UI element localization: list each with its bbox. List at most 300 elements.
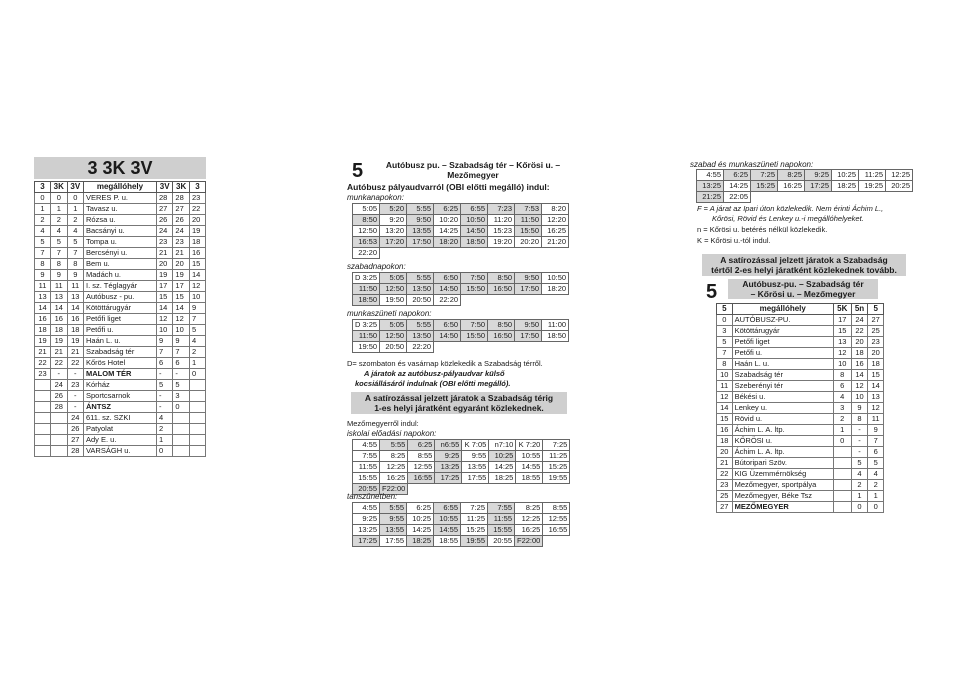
stop-name-cell: Rózsa u. xyxy=(83,215,156,226)
minute-cell: 15 xyxy=(173,292,190,303)
stops-header-cell: megállóhely xyxy=(732,304,833,315)
table-row xyxy=(35,237,206,248)
minute-cell: 13 xyxy=(67,292,83,303)
minute-cell: 16 xyxy=(51,314,68,325)
departure-time-cell xyxy=(751,192,778,203)
table-row xyxy=(353,462,570,473)
minute-cell: 24 xyxy=(851,315,868,326)
departure-time-cell: 10:55 xyxy=(434,514,461,525)
table-row xyxy=(717,348,884,359)
shading-banner-1 xyxy=(351,392,567,414)
minute-cell: 24 xyxy=(173,226,190,237)
minute-cell xyxy=(173,446,190,457)
minute-cell: 19 xyxy=(173,270,190,281)
minute-cell: 27 xyxy=(156,204,172,215)
minute-cell: 8 xyxy=(51,259,68,270)
departure-time-cell: 17:25 xyxy=(353,536,380,547)
table-row xyxy=(353,342,569,353)
departure-time-cell: 19:25 xyxy=(859,181,886,192)
stops-header-cell: 5 xyxy=(868,304,884,315)
minute-cell: 15 xyxy=(833,326,851,337)
departure-time-cell: 11:50 xyxy=(515,215,542,226)
table-row xyxy=(717,337,884,348)
stop-name-cell: Mezőmegyer, sportpálya xyxy=(732,480,833,491)
minute-cell: 8 xyxy=(851,414,868,425)
table-row xyxy=(35,435,206,446)
departure-time-cell: n6:55 xyxy=(435,440,462,451)
legend-f-line2: Kőrösi, Rövid és Lenkey u.-i megállóhelyeket. xyxy=(712,214,864,223)
minute-cell: 13 xyxy=(868,392,884,403)
note-d: D= szombaton és vasárnap közlekedik a Szabadság térről. xyxy=(347,359,543,368)
minute-cell: 5 xyxy=(35,237,51,248)
table-row xyxy=(353,536,570,547)
minute-cell: 5 xyxy=(868,458,884,469)
minute-cell: 0 xyxy=(35,193,51,204)
minute-cell: 26 xyxy=(156,215,172,226)
minute-cell: 3 xyxy=(833,403,851,414)
minute-cell: 7 xyxy=(173,347,190,358)
departure-time-cell: 13:20 xyxy=(380,226,407,237)
minute-cell xyxy=(35,424,51,435)
table-row xyxy=(717,381,884,392)
departure-time-cell: 9:25 xyxy=(805,170,832,181)
sat-hol-grid xyxy=(696,169,913,203)
minute-cell: 23 xyxy=(67,380,83,391)
departure-time-cell: 20:25 xyxy=(886,181,913,192)
stop-name-cell: Bútoripari Szöv. xyxy=(732,458,833,469)
departure-time-cell xyxy=(832,192,859,203)
minute-cell: 1 xyxy=(189,358,205,369)
departure-time-cell xyxy=(543,536,570,547)
minute-cell: 8 xyxy=(717,359,733,370)
minute-cell: 2 xyxy=(67,215,83,226)
table-row xyxy=(717,425,884,436)
table-row xyxy=(35,391,206,402)
departure-time-cell: 9:50 xyxy=(407,215,434,226)
note-italic-line1: A járatok az autóbusz-pályaudvar külső xyxy=(364,369,505,378)
departure-time-cell: 4:55 xyxy=(353,503,380,514)
minute-cell: 20 xyxy=(868,348,884,359)
departure-time-cell: 7:55 xyxy=(353,451,380,462)
minute-cell: 10 xyxy=(833,359,851,370)
minute-cell: 11 xyxy=(868,414,884,425)
stop-name-cell: Tompa u. xyxy=(83,237,156,248)
stop-name-cell: I. sz. Téglagyár xyxy=(83,281,156,292)
table-row xyxy=(35,303,206,314)
route3-header-cell: 3K xyxy=(173,182,190,193)
minute-cell: 6 xyxy=(868,447,884,458)
legend-k: K = Kőrösi u.-tól indul. xyxy=(697,236,771,245)
departure-time-cell: 21:25 xyxy=(697,192,724,203)
minute-cell: 0 xyxy=(189,369,205,380)
minute-cell: 10 xyxy=(717,370,733,381)
departure-time-cell: 13:50 xyxy=(407,331,434,342)
departure-time-cell: 17:50 xyxy=(515,331,542,342)
departure-time-cell: 13:50 xyxy=(407,284,434,295)
departure-time-cell: 16:25 xyxy=(778,181,805,192)
departure-time-cell: 4:55 xyxy=(353,440,380,451)
departure-time-cell xyxy=(408,484,435,495)
departure-time-cell: 7:25 xyxy=(543,440,570,451)
minute-cell: 9 xyxy=(156,336,172,347)
table-row xyxy=(353,320,569,331)
minute-cell xyxy=(35,446,51,457)
departure-time-cell: 16:25 xyxy=(380,473,408,484)
departure-time-cell: 8:55 xyxy=(543,503,570,514)
table-row xyxy=(717,403,884,414)
minute-cell: 19 xyxy=(189,226,205,237)
departure-time-cell xyxy=(516,484,543,495)
table-row xyxy=(35,193,206,204)
minute-cell: 22 xyxy=(35,358,51,369)
minute-cell: - xyxy=(51,369,68,380)
minute-cell xyxy=(173,435,190,446)
departure-time-cell: 16:55 xyxy=(408,473,435,484)
stop-name-cell: Szabadság tér xyxy=(732,370,833,381)
minute-cell: 4 xyxy=(189,336,205,347)
departure-time-cell xyxy=(488,342,515,353)
table-row xyxy=(35,292,206,303)
minute-cell: 1 xyxy=(851,491,868,502)
minute-cell: 11 xyxy=(67,281,83,292)
route3-body xyxy=(35,193,206,457)
minute-cell: 14 xyxy=(189,270,205,281)
minute-cell: 4 xyxy=(868,469,884,480)
minute-cell: 14 xyxy=(51,303,68,314)
minute-cell: 21 xyxy=(717,458,733,469)
workdays-label: munkanapokon: xyxy=(347,193,404,202)
minute-cell: 19 xyxy=(35,336,51,347)
stop-name-cell: Autóbusz - pu. xyxy=(83,292,156,303)
departure-time-cell: 5:05 xyxy=(380,273,407,284)
departure-time-cell: 11:25 xyxy=(461,514,488,525)
minute-cell: 1 xyxy=(868,491,884,502)
departure-time-cell: 12:20 xyxy=(542,215,569,226)
minute-cell xyxy=(189,424,205,435)
minute-cell: 20 xyxy=(173,259,190,270)
minute-cell: 3 xyxy=(717,326,733,337)
minute-cell: 11 xyxy=(51,281,68,292)
minute-cell: 24 xyxy=(67,413,83,424)
holiday-grid xyxy=(352,319,569,353)
workdays-grid xyxy=(352,203,569,259)
table-row xyxy=(717,469,884,480)
departure-time-cell: 11:25 xyxy=(859,170,886,181)
minute-cell: 12 xyxy=(156,314,172,325)
departure-time-cell xyxy=(462,484,489,495)
departure-time-cell xyxy=(515,342,542,353)
departure-time-cell: 16:50 xyxy=(488,331,515,342)
minute-cell: 20 xyxy=(717,447,733,458)
route3-header-cell: 3V xyxy=(67,182,83,193)
departure-time-cell xyxy=(805,192,832,203)
minute-cell: 9 xyxy=(51,270,68,281)
departure-time-cell: 6:25 xyxy=(434,204,461,215)
minute-cell: - xyxy=(156,402,172,413)
departure-time-cell: 18:55 xyxy=(434,536,461,547)
departure-time-cell: 18:25 xyxy=(489,473,516,484)
minute-cell: 5 xyxy=(173,380,190,391)
departure-time-cell: 18:50 xyxy=(353,295,380,306)
table-row xyxy=(717,370,884,381)
minute-cell: 16 xyxy=(67,314,83,325)
table-row xyxy=(717,392,884,403)
route3-header-cell: 3V xyxy=(156,182,172,193)
departure-time-cell: 11:25 xyxy=(543,451,570,462)
departure-time-cell: D 3:25 xyxy=(353,273,380,284)
minute-cell: 18 xyxy=(35,325,51,336)
stop-name-cell: Tavasz u. xyxy=(83,204,156,215)
minute-cell: 1 xyxy=(156,435,172,446)
departure-time-cell: 16:55 xyxy=(543,525,570,536)
departure-time-cell: 18:25 xyxy=(407,536,434,547)
stop-name-cell: Ady E. u. xyxy=(83,435,156,446)
stops-header-cell: 5n xyxy=(851,304,868,315)
departure-time-cell: 12:55 xyxy=(543,514,570,525)
minute-cell: 10 xyxy=(189,292,205,303)
stop-name-cell: Lenkey u. xyxy=(732,403,833,414)
departure-time-cell: 22:20 xyxy=(407,342,434,353)
banner2-line2: tértől 2-es helyi járatként közlekednek tovább. xyxy=(711,265,897,275)
table-row xyxy=(35,380,206,391)
table-row xyxy=(35,259,206,270)
departure-time-cell: 22:20 xyxy=(434,295,461,306)
stop-name-cell: Haán L. u. xyxy=(732,359,833,370)
departure-time-cell: 12:50 xyxy=(353,226,380,237)
minute-cell: 12 xyxy=(717,392,733,403)
minute-cell: 24 xyxy=(156,226,172,237)
stop-name-cell: MEZŐMEGYER xyxy=(732,502,833,513)
table-row xyxy=(353,204,569,215)
departure-time-cell: 13:25 xyxy=(435,462,462,473)
stop-name-cell: Bacsányi u. xyxy=(83,226,156,237)
table-row xyxy=(35,413,206,424)
minute-cell: 1 xyxy=(35,204,51,215)
departure-time-cell: 17:25 xyxy=(805,181,832,192)
table-row xyxy=(717,447,884,458)
table-row xyxy=(353,331,569,342)
route5-title-line2: Mezőmegyer xyxy=(447,170,499,180)
route5-number: 5 xyxy=(352,160,364,182)
departure-time-cell: 11:20 xyxy=(488,215,515,226)
minute-cell: - xyxy=(67,402,83,413)
minute-cell: 9 xyxy=(868,425,884,436)
minute-cell: 19 xyxy=(67,336,83,347)
departure-time-cell: 7:55 xyxy=(488,503,515,514)
table-row xyxy=(35,369,206,380)
minute-cell: 27 xyxy=(173,204,190,215)
minute-cell: 26 xyxy=(173,215,190,226)
stops-header-cell: 5 xyxy=(717,304,733,315)
departure-time-cell: 14:50 xyxy=(434,284,461,295)
stop-name-cell: Kötöttárugyár xyxy=(83,303,156,314)
table-row xyxy=(697,192,913,203)
departure-time-cell: 5:55 xyxy=(380,440,408,451)
table-row xyxy=(353,226,569,237)
school-grid xyxy=(352,439,570,495)
route3-header-cell: 3K xyxy=(51,182,68,193)
banner1-line2: 1-es helyi járatként egyaránt közlekednek. xyxy=(374,403,544,413)
minute-cell: 4 xyxy=(35,226,51,237)
departure-time-cell: 13:55 xyxy=(380,525,407,536)
departure-time-cell: 10:55 xyxy=(516,451,543,462)
minute-cell: 7 xyxy=(868,436,884,447)
minute-cell: 5 xyxy=(717,337,733,348)
minute-cell: 16 xyxy=(35,314,51,325)
stop-name-cell: Petőfi u. xyxy=(732,348,833,359)
departure-time-cell xyxy=(859,192,886,203)
minute-cell xyxy=(189,380,205,391)
minute-cell: 3 xyxy=(173,391,190,402)
table-row xyxy=(717,458,884,469)
departure-time-cell: 15:50 xyxy=(461,284,488,295)
minute-cell xyxy=(833,480,851,491)
departure-time-cell: 7:23 xyxy=(488,204,515,215)
minute-cell: 8 xyxy=(833,370,851,381)
departure-time-cell: 5:05 xyxy=(353,204,380,215)
note-italic-line2: kocsiállásáról indulnak (OBI előtti megálló). xyxy=(355,379,511,388)
minute-cell xyxy=(51,435,68,446)
departure-time-cell: 15:25 xyxy=(461,525,488,536)
minute-cell: 24 xyxy=(51,380,68,391)
departure-time-cell: 21:20 xyxy=(542,237,569,248)
departure-time-cell: 15:25 xyxy=(543,462,570,473)
minute-cell xyxy=(189,446,205,457)
departure-time-cell: 14:25 xyxy=(489,462,516,473)
table-row xyxy=(697,170,913,181)
minute-cell: - xyxy=(67,391,83,402)
departure-time-cell: 6:25 xyxy=(724,170,751,181)
minute-cell: 2 xyxy=(833,414,851,425)
mezo-heading: Mezőmegyerről indul: xyxy=(347,419,419,428)
minute-cell: - xyxy=(156,369,172,380)
departure-time-cell: 8:50 xyxy=(353,215,380,226)
minute-cell: 9 xyxy=(851,403,868,414)
legend-n: n = Kőrösi u. betérés nélkül közlekedik. xyxy=(697,225,828,234)
departure-time-cell: 14:25 xyxy=(434,226,461,237)
minute-cell: 4 xyxy=(833,392,851,403)
stop-name-cell: Madách u. xyxy=(83,270,156,281)
departure-time-cell xyxy=(435,484,462,495)
departure-time-cell: 10:50 xyxy=(461,215,488,226)
route3-table xyxy=(34,181,206,457)
minute-cell: 4 xyxy=(851,469,868,480)
minute-cell: 12 xyxy=(173,314,190,325)
departure-time-cell xyxy=(542,295,569,306)
departure-time-cell: 10:20 xyxy=(434,215,461,226)
table-row xyxy=(717,491,884,502)
stop-name-cell: VERES P. u. xyxy=(83,193,156,204)
stop-name-cell: Haán L. u. xyxy=(83,336,156,347)
departure-time-cell xyxy=(461,295,488,306)
departure-time-cell: 12:50 xyxy=(380,331,407,342)
minute-cell: 7 xyxy=(35,248,51,259)
minute-cell: 22 xyxy=(189,204,205,215)
minute-cell: 9 xyxy=(173,336,190,347)
departure-time-cell: 7:25 xyxy=(461,503,488,514)
table-row xyxy=(717,315,884,326)
departure-time-cell: 7:25 xyxy=(751,170,778,181)
departure-time-cell: 8:50 xyxy=(488,273,515,284)
table-row xyxy=(35,402,206,413)
departure-time-cell: 12:25 xyxy=(886,170,913,181)
stops-header-row xyxy=(717,304,884,315)
table-row xyxy=(717,414,884,425)
stops-title-box xyxy=(728,279,878,299)
break-label: tanszünetben: xyxy=(347,492,398,501)
stop-name-cell: KIG Üzemmérnökség xyxy=(732,469,833,480)
departure-time-cell: 17:50 xyxy=(407,237,434,248)
departure-time-cell: 12:50 xyxy=(380,284,407,295)
minute-cell: 5 xyxy=(67,237,83,248)
stop-name-cell: Áchim L. A. ltp. xyxy=(732,447,833,458)
departure-time-cell: 16:50 xyxy=(488,284,515,295)
minute-cell: 23 xyxy=(717,480,733,491)
minute-cell: 15 xyxy=(156,292,172,303)
departure-time-cell: 18:50 xyxy=(461,237,488,248)
departure-time-cell: 11:55 xyxy=(488,514,515,525)
departure-time-cell: 16:25 xyxy=(515,525,543,536)
table-row xyxy=(353,248,569,259)
departure-time-cell xyxy=(488,295,515,306)
minute-cell: 10 xyxy=(851,392,868,403)
departure-time-cell: n7:10 xyxy=(489,440,516,451)
minute-cell: 10 xyxy=(156,325,172,336)
departure-time-cell: 9:55 xyxy=(462,451,489,462)
minute-cell: 21 xyxy=(35,347,51,358)
departure-time-cell: 17:50 xyxy=(515,284,542,295)
departure-time-cell xyxy=(542,248,569,259)
stop-name-cell: ÁNTSZ xyxy=(83,402,156,413)
table-row xyxy=(35,226,206,237)
minute-cell xyxy=(189,402,205,413)
departure-time-cell: 11:50 xyxy=(353,331,380,342)
minute-cell: 28 xyxy=(51,402,68,413)
departure-time-cell: 20:20 xyxy=(515,237,542,248)
minute-cell: 11 xyxy=(717,381,733,392)
departure-time-cell xyxy=(489,484,516,495)
stop-name-cell: Szeberényi tér xyxy=(732,381,833,392)
minute-cell: 18 xyxy=(851,348,868,359)
minute-cell xyxy=(833,458,851,469)
minute-cell: - xyxy=(851,436,868,447)
minute-cell: 14 xyxy=(156,303,172,314)
departure-time-cell xyxy=(461,342,488,353)
minute-cell: 5 xyxy=(851,458,868,469)
minute-cell: 1 xyxy=(833,425,851,436)
break-grid xyxy=(352,502,570,547)
route3-header-row xyxy=(35,182,206,193)
minute-cell: 17 xyxy=(156,281,172,292)
minute-cell: 7 xyxy=(51,248,68,259)
stop-name-cell: Kőrös Hotel xyxy=(83,358,156,369)
departure-time-cell: 18:25 xyxy=(832,181,859,192)
departure-time-cell: 12:25 xyxy=(515,514,543,525)
minute-cell: 2 xyxy=(851,480,868,491)
minute-cell: 23 xyxy=(189,193,205,204)
stop-name-cell: Kötöttárugyár xyxy=(732,326,833,337)
minute-cell: 26 xyxy=(51,391,68,402)
minute-cell: 0 xyxy=(833,436,851,447)
departure-time-cell: 10:25 xyxy=(489,451,516,462)
minute-cell: - xyxy=(67,369,83,380)
minute-cell: 20 xyxy=(189,215,205,226)
minute-cell: 0 xyxy=(51,193,68,204)
minute-cell: 5 xyxy=(156,380,172,391)
minute-cell: 19 xyxy=(156,270,172,281)
departure-time-cell: 10:50 xyxy=(542,273,569,284)
minute-cell xyxy=(51,413,68,424)
